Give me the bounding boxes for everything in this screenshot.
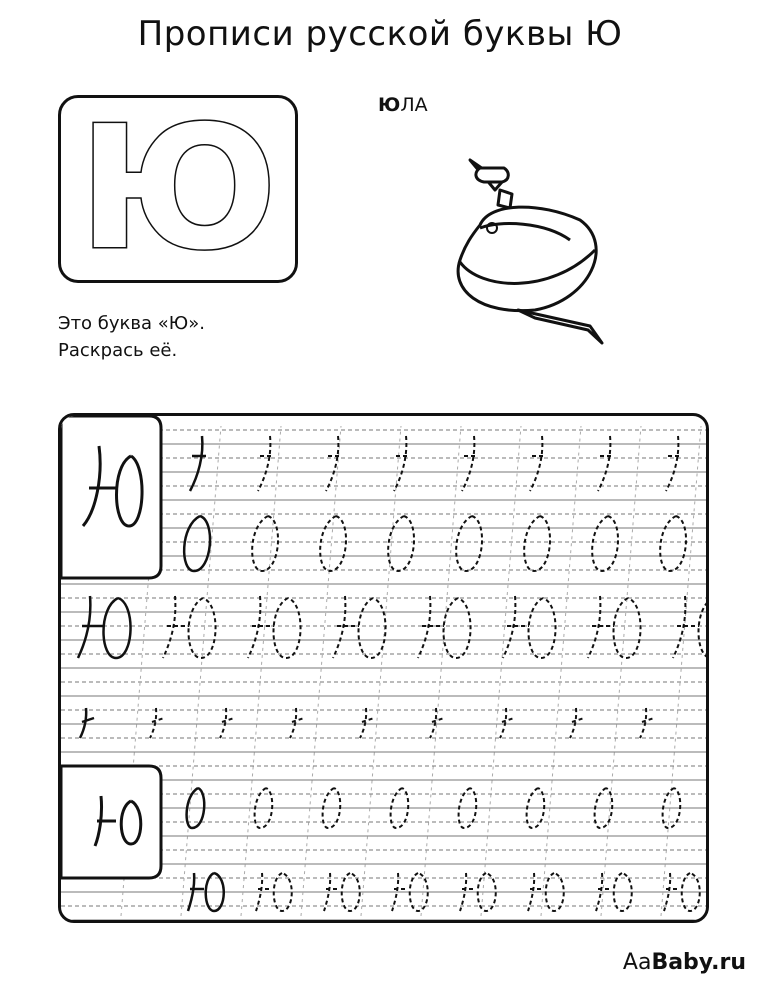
ruled-lines bbox=[61, 416, 709, 923]
big-letter-outline: Ю bbox=[78, 90, 278, 288]
trace-glyph bbox=[524, 516, 550, 571]
trace-glyph bbox=[290, 708, 304, 738]
trace-glyph bbox=[673, 596, 709, 658]
trace-glyph bbox=[503, 596, 556, 658]
word-bold-part: Ю bbox=[378, 94, 401, 116]
caption-line-2: Раскрась её. bbox=[58, 340, 178, 361]
brand-logo bbox=[623, 950, 746, 975]
trace-glyph bbox=[78, 596, 131, 658]
trace-glyph bbox=[570, 708, 584, 738]
trace-glyph bbox=[184, 516, 210, 571]
word-rest: ЛА bbox=[400, 94, 428, 116]
sample-box-capital bbox=[61, 416, 161, 578]
trace-glyph bbox=[163, 596, 216, 658]
example-word bbox=[378, 94, 428, 116]
caption-line-1: Это буква «Ю». bbox=[58, 313, 205, 334]
spinning-top-picture bbox=[440, 150, 610, 355]
trace-glyph bbox=[500, 708, 514, 738]
trace-glyph bbox=[150, 708, 164, 738]
instruction-caption bbox=[58, 310, 205, 364]
page-title: Прописи русской буквы Ю bbox=[137, 14, 623, 54]
trace-glyph bbox=[430, 708, 444, 738]
trace-glyph bbox=[80, 708, 94, 738]
letter-card bbox=[58, 90, 298, 288]
brand-name: Baby.ru bbox=[651, 950, 746, 975]
trace-glyph bbox=[640, 708, 654, 738]
trace-glyph bbox=[360, 708, 374, 738]
brand-prefix: Aa bbox=[622, 950, 652, 975]
trace-glyph bbox=[592, 516, 618, 571]
trace-glyph bbox=[388, 516, 414, 571]
trace-glyph bbox=[588, 596, 641, 658]
trace-glyph bbox=[456, 516, 482, 571]
handwriting-sheet bbox=[58, 413, 709, 923]
trace-glyph bbox=[660, 516, 686, 571]
trace-glyph bbox=[333, 596, 386, 658]
trace-glyph bbox=[220, 708, 234, 738]
trace-glyph bbox=[252, 516, 278, 571]
trace-glyph bbox=[248, 596, 301, 658]
